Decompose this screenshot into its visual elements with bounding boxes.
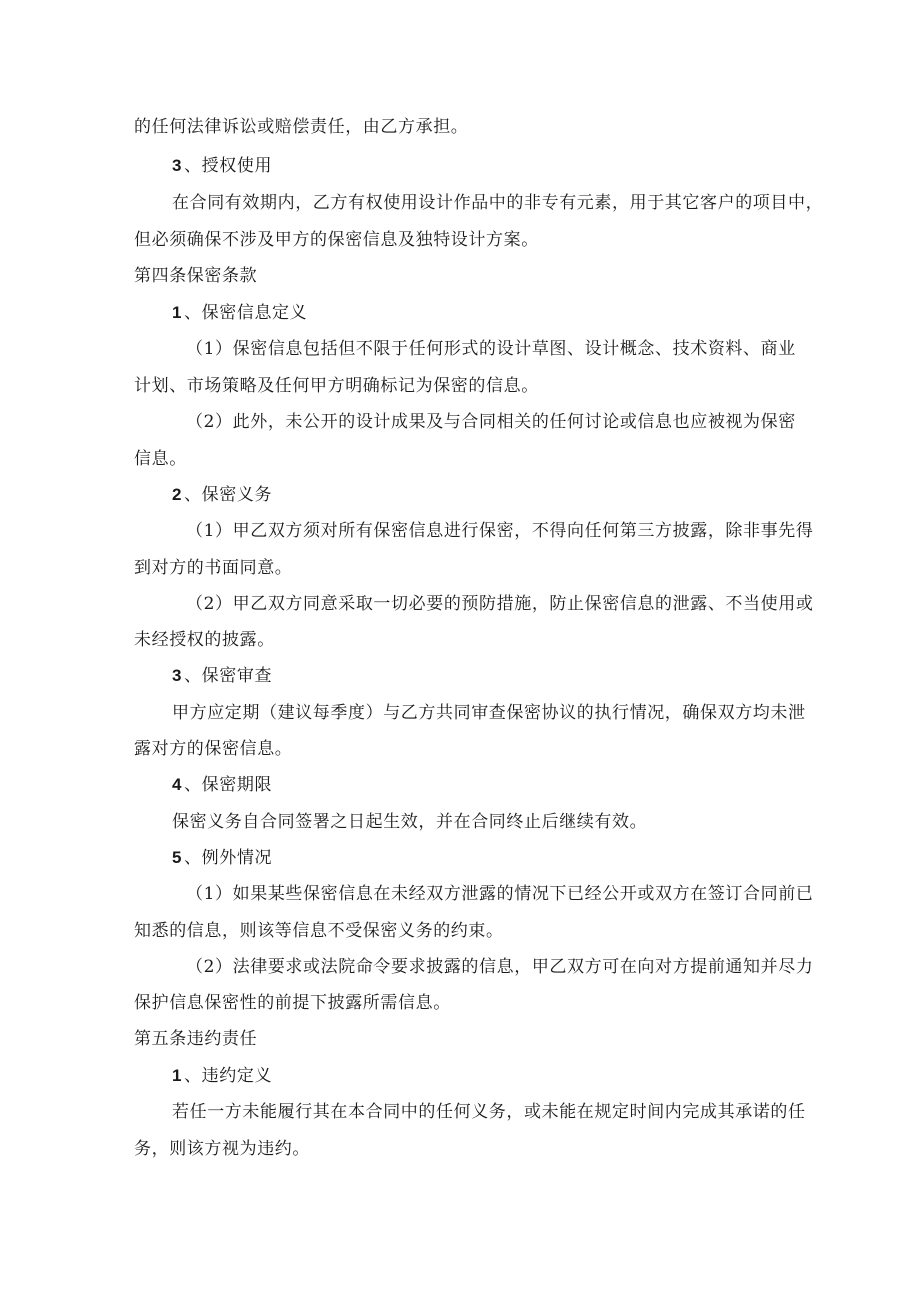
article-title: 第四条保密条款	[134, 266, 258, 286]
paragraph-line: 信息。	[134, 449, 187, 469]
paragraph-line: 保护信息保密性的前提下披露所需信息。	[134, 993, 451, 1013]
section-number: 4	[172, 775, 183, 794]
paragraph-line: （1）如果某些保密信息在未经双方泄露的情况下已经公开或双方在签订合同前已	[186, 884, 814, 904]
section-number: 1	[172, 1066, 183, 1085]
section-number: 2	[172, 485, 183, 504]
paragraph-line: 务，则该方视为违约。	[134, 1139, 310, 1159]
section-heading	[172, 773, 272, 797]
paragraph-line: 露对方的保密信息。	[134, 739, 293, 759]
section-heading	[172, 154, 272, 178]
paragraph-line: 甲方应定期（建议每季度）与乙方共同审查保密协议的执行情况，确保双方均未泄	[172, 703, 806, 723]
section-title: 、保密期限	[184, 775, 273, 795]
paragraph-line: （2）法律要求或法院命令要求披露的信息，甲乙双方可在向对方提前通知并尽力	[186, 957, 814, 977]
paragraph-line: 在合同有效期内，乙方有权使用设计作品中的非专有元素，用于其它客户的项目中，	[172, 193, 824, 213]
section-heading	[172, 846, 272, 870]
paragraph-line: （1）保密信息包括但不限于任何形式的设计草图、设计概念、技术资料、商业	[186, 339, 796, 359]
paragraph-line: 到对方的书面同意。	[134, 558, 293, 578]
paragraph-line: 的任何法律诉讼或赔偿责任，由乙方承担。	[134, 117, 469, 137]
section-number: 3	[172, 156, 183, 175]
paragraph-line: （2）甲乙双方同意采取一切必要的预防措施，防止保密信息的泄露、不当使用或	[186, 594, 814, 614]
section-number: 3	[172, 666, 183, 685]
paragraph-line: 保密义务自合同签署之日起生效，并在合同终止后继续有效。	[172, 812, 648, 832]
paragraph-line: 未经授权的披露。	[134, 630, 275, 650]
paragraph-line: 若任一方未能履行其在本合同中的任何义务，或未能在规定时间内完成其承诺的任	[172, 1102, 806, 1122]
section-title: 、例外情况	[184, 848, 273, 868]
paragraph-line: （2）此外，未公开的设计成果及与合同相关的任何讨论或信息也应被视为保密	[186, 412, 796, 432]
section-heading	[172, 301, 307, 325]
paragraph-line: 但必须确保不涉及甲方的保密信息及独特设计方案。	[134, 230, 539, 250]
section-heading	[172, 1064, 272, 1088]
section-number: 1	[172, 303, 183, 322]
section-heading	[172, 483, 272, 507]
paragraph-line: （1）甲乙双方须对所有保密信息进行保密，不得向任何第三方披露，除非事先得	[186, 521, 814, 541]
section-number: 5	[172, 848, 183, 867]
article-title: 第五条违约责任	[134, 1029, 258, 1049]
paragraph-line: 计划、市场策略及任何甲方明确标记为保密的信息。	[134, 376, 539, 396]
section-heading	[172, 664, 272, 688]
section-title: 、违约定义	[184, 1066, 273, 1086]
paragraph-line: 知悉的信息，则该等信息不受保密义务的约束。	[134, 921, 504, 941]
section-title: 、保密义务	[184, 485, 273, 505]
section-title: 、保密信息定义	[184, 303, 308, 323]
section-title: 、授权使用	[184, 156, 273, 176]
section-title: 、保密审查	[184, 666, 273, 686]
